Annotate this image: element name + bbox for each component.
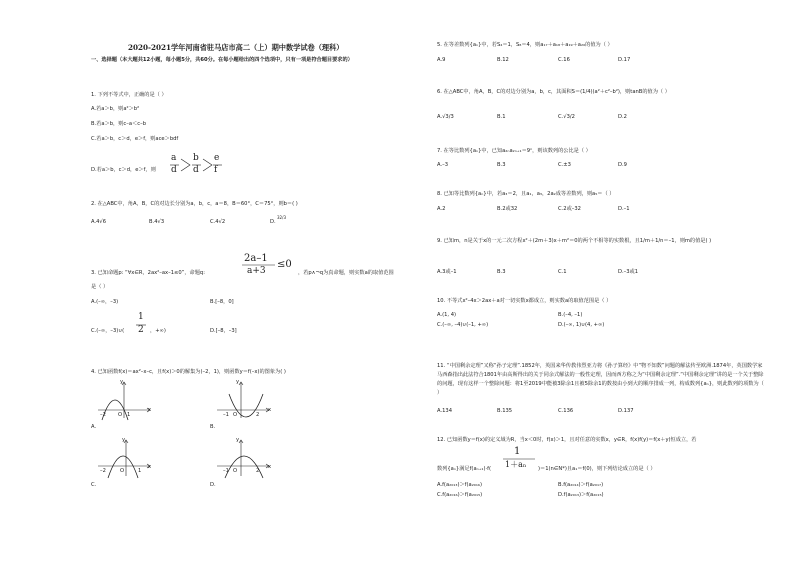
q3-option-b[interactable]: B.[–8，0] xyxy=(210,299,234,305)
q12-option-c[interactable]: C.f(a₂₀₁₆)＞f(a₂₀₁₅) xyxy=(437,492,483,498)
q10-option-c[interactable]: C.(–∞, –4)∪(–1, +∞) xyxy=(437,322,489,328)
q4d-o: O xyxy=(233,468,238,474)
q2-option-b[interactable]: B.4√3 xyxy=(149,219,165,225)
q9-option-b[interactable]: B.3 xyxy=(497,269,506,275)
q10-option-a[interactable]: A.(1, 4) xyxy=(437,312,457,318)
q9-option-a[interactable]: A.3或–1 xyxy=(437,269,457,275)
section-heading: 一、选择题（本大题共12小题，每小题5分，共60分。在每小题给出的四个选项中，只有一项是符合题目要求的） xyxy=(91,57,353,63)
q6-option-c[interactable]: C.√3/2 xyxy=(558,114,575,120)
q1-frac-d: d xyxy=(171,165,177,175)
q4b-p2: 2 xyxy=(256,412,260,418)
q4b-o: O xyxy=(233,412,238,418)
q3-stem: 3. 已知命题p: “∀x∈R，2ax²–ax–1≤0”，命题q: xyxy=(91,270,205,276)
q4d-m1: –1 xyxy=(223,468,229,474)
q12-frac-num: 1 xyxy=(514,446,521,457)
q1-frac-b: b xyxy=(193,153,199,163)
q2-option-a[interactable]: A.4√6 xyxy=(91,219,107,225)
q12-frac-bar xyxy=(503,458,537,460)
q10-option-d[interactable]: D.(–∞, 1)∪(4, +∞) xyxy=(558,322,605,328)
q5-option-d[interactable]: D.17 xyxy=(618,57,631,63)
q8-option-c[interactable]: C.2或–32 xyxy=(558,206,581,212)
q6-option-b[interactable]: B.1 xyxy=(497,114,506,120)
q4a-m2: –2 xyxy=(100,412,106,418)
q1-option-b[interactable]: B.若a＞b，则c–a＜c–b xyxy=(91,121,146,127)
q1-frac-a: a xyxy=(171,153,177,163)
q5-stem: 5. 在等差数列{aₙ}中，若S₄＝1，S₈＝4，则a₁₇＋a₁₈＋a₁₉＋a₂₀的值为（ ） xyxy=(437,42,613,48)
q2-option-c[interactable]: C.4√2 xyxy=(210,219,226,225)
q4-option-d[interactable]: D. xyxy=(210,482,216,488)
q6-option-d[interactable]: D.2 xyxy=(618,114,627,120)
q11-stem: 11. “中国剩余定理”又称“孙子定理”.1852年，英国来华传教伟烈亚力将《孙子算经》中“物不知数”问题的解法传至欧洲.1874年，英国数学家马西森指出此法符合1801年由高斯得出的关于同余式解法的一般性定理，因而西方称之为“中国剩余定理”.“中国剩余定理”讲的是一个关于整除的问题，现有这样一个整除问题：将1至2019中能被3除余1且被5除余1的数按由小到大的顺序排成一列，构成数列{aₙ}，则此数列的项数为（ ） xyxy=(437,363,764,396)
q4d-y: y xyxy=(236,437,240,443)
q10-stem: 10. 不等式x²–4x＞2ax＋a对一切实数x都成立，则实数a的取值范围是（ ） xyxy=(437,298,612,304)
q4c-p1: 1 xyxy=(138,468,142,474)
q12-option-a[interactable]: A.f(a₂₀₁₃)＞f(a₂₀₁₆) xyxy=(437,482,483,488)
page-title: 2020-2021学年河南省驻马店市高二（上）期中数学试卷（理科） xyxy=(128,43,344,52)
q4-option-c[interactable]: C. xyxy=(91,482,97,488)
q4b-y: y xyxy=(236,379,240,385)
q3-frac-num: 2a–1 xyxy=(244,253,268,264)
q1-fraction-marks xyxy=(168,155,228,175)
q3-option-d[interactable]: D.[–8，–3] xyxy=(210,328,237,334)
q4c-o: O xyxy=(120,468,125,474)
q1-frac-f: f xyxy=(214,165,218,175)
q5-option-a[interactable]: A.9 xyxy=(437,57,446,63)
q3-stem2: 是（ ） xyxy=(91,284,109,290)
q6-stem: 6. 在△ABC中，角A，B，C的对边分别为a，b，c，其面积S＝(1/4)(a²＋c²–b²)，则tanB的值为（ ） xyxy=(437,89,670,95)
q4-option-a[interactable]: A. xyxy=(91,424,97,430)
q7-option-c[interactable]: C.±3 xyxy=(558,162,571,168)
q8-option-a[interactable]: A.2 xyxy=(437,206,446,212)
q8-option-d[interactable]: D.–1 xyxy=(618,206,630,212)
q7-option-b[interactable]: B.3 xyxy=(497,162,506,168)
q1-frac-e: e xyxy=(214,153,220,163)
q1-option-a[interactable]: A.若a＞b，则a²＞b² xyxy=(91,106,140,112)
q3-frac-den: a+3 xyxy=(247,266,266,276)
q7-option-a[interactable]: A.–3 xyxy=(437,162,449,168)
q11-option-b[interactable]: B.135 xyxy=(497,408,513,414)
q1-frac-d2: d xyxy=(193,165,199,175)
q4b-m1: –1 xyxy=(223,412,229,418)
q1-stem: 1. 下列不等式中，正确的是（ ） xyxy=(91,92,167,98)
q5-option-b[interactable]: B.12 xyxy=(497,57,509,63)
q3-le: ≤0 xyxy=(277,259,292,270)
q3-option-c-post: ，+∞) xyxy=(150,328,166,334)
q1-option-c[interactable]: C.若a＞b，c＞d，e＞f，则ace＞bdf xyxy=(91,136,179,142)
q4a-p1: 1 xyxy=(127,412,131,418)
q3-stem-post: ，若p∧¬q为真命题，则实数a的取值范围 xyxy=(298,270,394,276)
q4c-x: x xyxy=(148,464,152,470)
q7-option-d[interactable]: D.9 xyxy=(618,162,627,168)
q4b-x: x xyxy=(268,407,272,413)
q9-option-c[interactable]: C.1 xyxy=(558,269,567,275)
q3-frac-bar xyxy=(242,264,276,266)
q10-option-b[interactable]: B.(–4, –1) xyxy=(558,312,583,318)
q4d-p2: 2 xyxy=(256,468,260,474)
q12-frac-den: 1＋aₙ xyxy=(505,460,527,469)
q12-option-b[interactable]: B.f(a₂₀₁₄)＞f(a₂₀₁₇) xyxy=(558,482,604,488)
q2-option-d[interactable]: D. xyxy=(270,219,276,225)
q9-stem: 9. 已知m，n是关于x的一元二次方程x²＋(2m＋3)x＋m²＝0的两个不相等的实数根，且1/m＋1/n＝–1，则m的值是( ) xyxy=(437,238,712,244)
q12-option-d[interactable]: D.f(a₂₀₁₃)＞f(a₂₀₁₅) xyxy=(558,492,604,498)
q3-c-den: 2 xyxy=(138,325,144,335)
q3-option-c[interactable]: C.(–∞，–3)∪( xyxy=(91,328,125,334)
q8-stem: 8. 已知等比数列{aₙ}中，若a₃＝2，且a₁，a₃，2a₂成等差数列，则a₅＝（ ） xyxy=(437,191,615,197)
q4a-y: y xyxy=(120,379,124,385)
q12-seq-pre: 数列{aₙ}满足f(aₙ₊₁)·f( xyxy=(437,466,492,472)
q4c-y: y xyxy=(122,437,126,443)
q11-option-c[interactable]: C.136 xyxy=(558,408,574,414)
q9-option-d[interactable]: D.–3或1 xyxy=(618,269,639,275)
q2-stem: 2. 在△ABC中，角A，B，C的对边长分别为a，b，c，a＝8，B＝60°，C＝75°，则b＝( ) xyxy=(91,201,298,207)
q3-c-bar xyxy=(136,324,148,326)
q6-option-a[interactable]: A.√3/3 xyxy=(437,114,454,120)
q4-stem: 4. 已知函数f(x)＝ax²–x–c，且f(x)＞0的解集为(–2，1)，则函数y＝f(–x)的图象为( ) xyxy=(91,369,286,375)
q3-c-num: 1 xyxy=(138,312,144,322)
q4a-x: x xyxy=(148,407,152,413)
q5-option-c[interactable]: C.16 xyxy=(558,57,570,63)
q11-option-d[interactable]: D.137 xyxy=(618,408,634,414)
q4c-m2: –2 xyxy=(100,468,106,474)
q1-option-d[interactable]: D.若a＞b，c＞d，e＞f，则 xyxy=(91,167,156,173)
q4a-o: O xyxy=(118,412,123,418)
q4-option-b[interactable]: B. xyxy=(210,424,216,430)
q7-stem: 7. 在等比数列{aₙ}中，已知a₂ₙa₂ₙ₊₁＝9ⁿ，则该数列的公比是（ ） xyxy=(437,148,591,154)
q11-option-a[interactable]: A.134 xyxy=(437,408,453,414)
q12-seq-post: )＝1(n∈N*)且a₁＝f(0)，则下列结论成立的是（ ） xyxy=(538,466,656,472)
q3-option-a[interactable]: A.(–∞，–3) xyxy=(91,299,119,305)
q8-option-b[interactable]: B.2或32 xyxy=(497,206,518,212)
q4d-x: x xyxy=(268,464,272,470)
q2-option-d-frac: 32/3 xyxy=(277,215,286,220)
q12-stem: 12. 已知函数y＝f(x)的定义域为R，当x＜0时，f(x)＞1，且对任意的实数x，y∈R，f(x)f(y)＝f(x＋y)恒成立，若 xyxy=(437,437,697,443)
